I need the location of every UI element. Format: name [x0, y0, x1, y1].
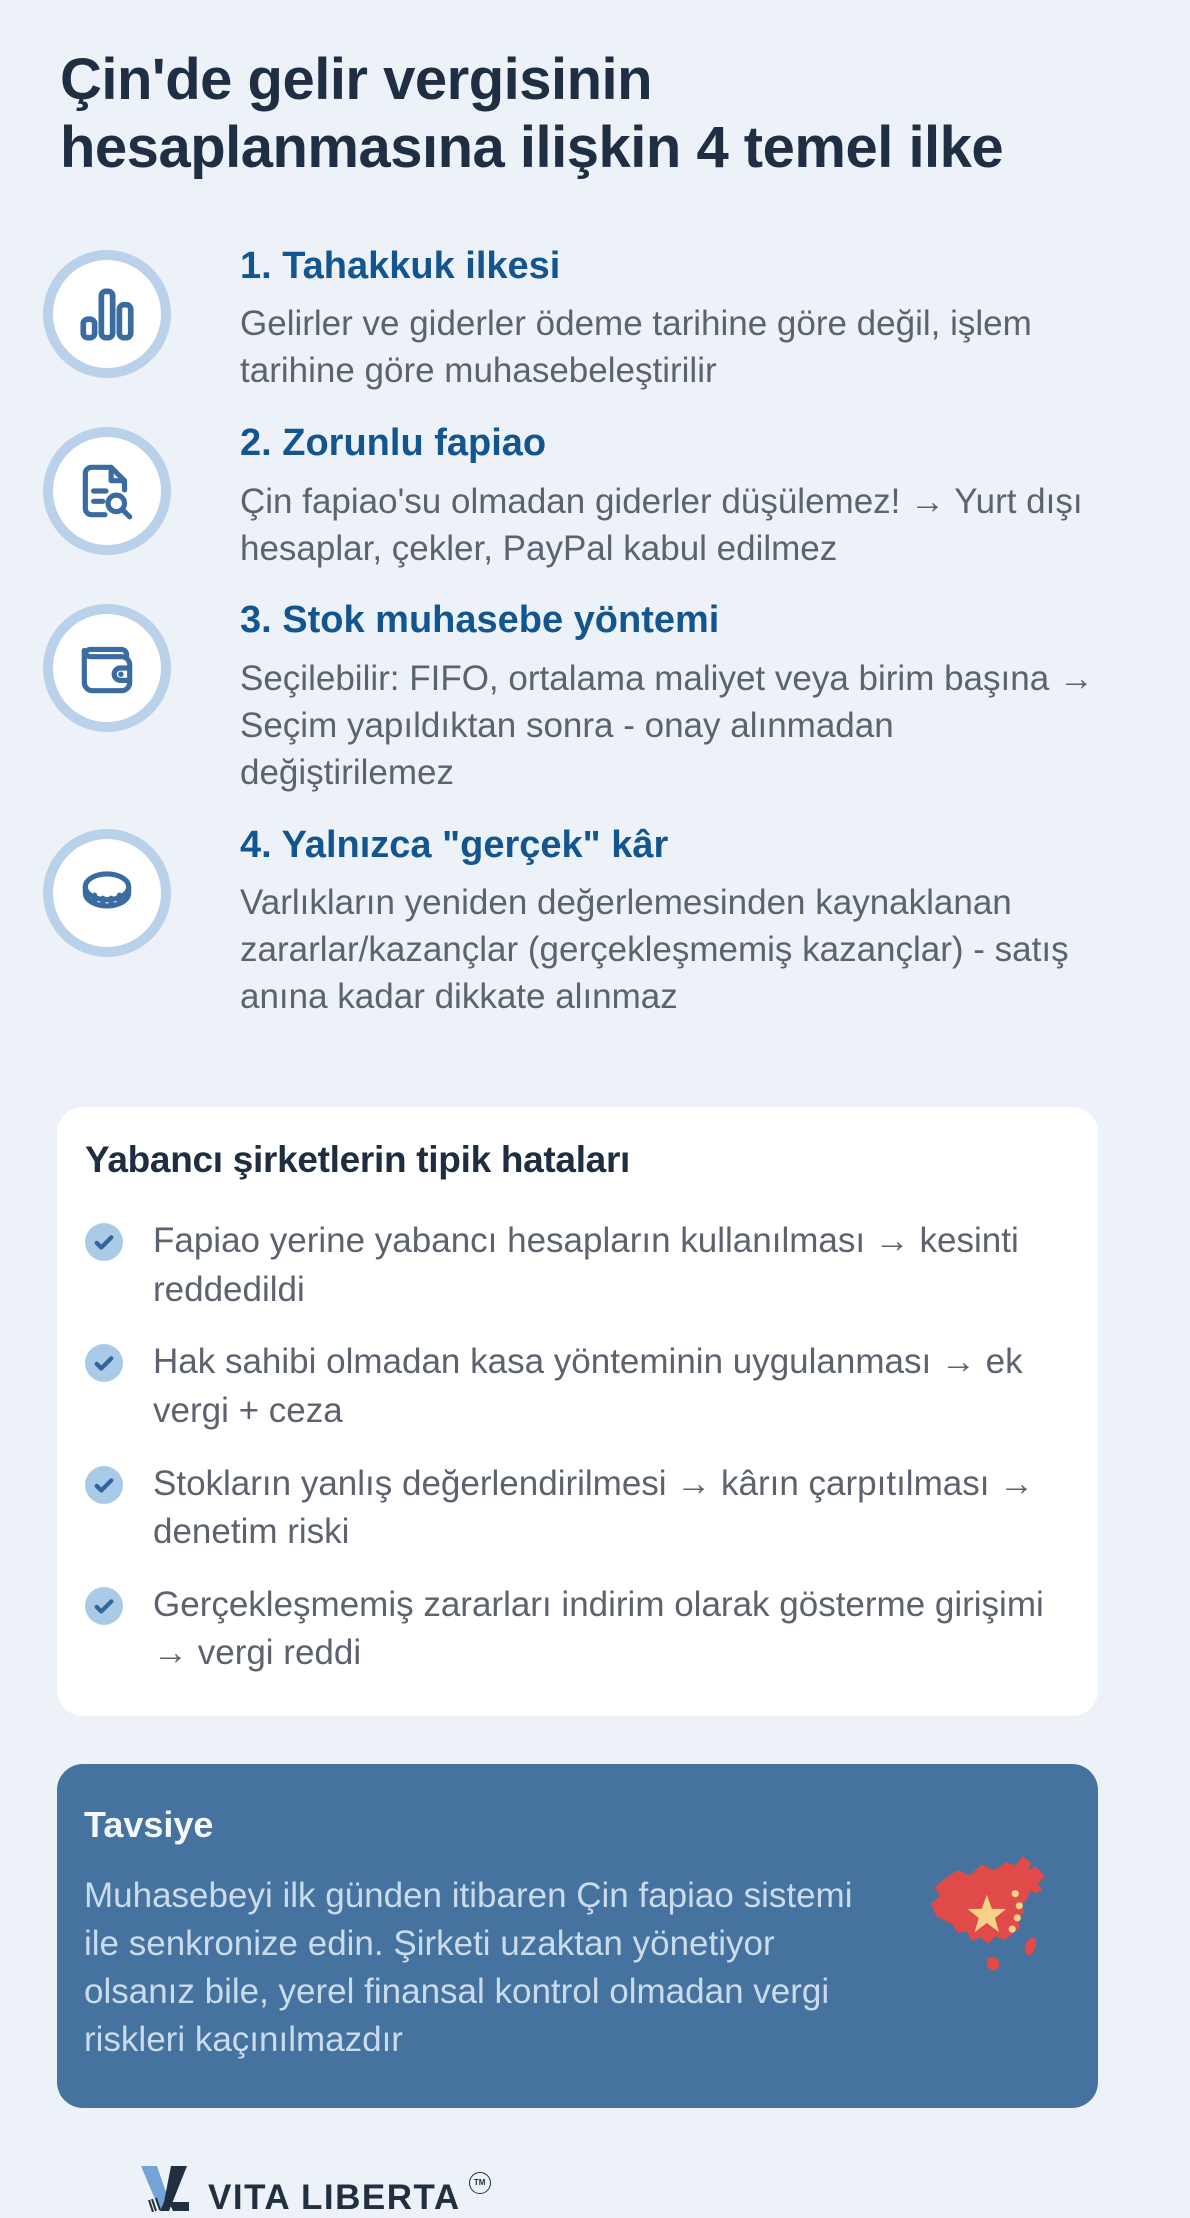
- document-search-icon: [43, 427, 171, 555]
- principle-body: Gelirler ve giderler ödeme tarihine göre değil, işlem tarihine göre muhasebeleştirilir: [240, 304, 1032, 391]
- mistake-text: Stokların yanlış değerlendirilmesi → kârın çarpıtılması → denetim riski: [153, 1463, 1035, 1552]
- principle-row-inventory: [43, 598, 1150, 796]
- page-title: Çin'de gelir vergisinin hesaplanmasına ilişkin 4 temel ilke: [60, 47, 1004, 180]
- advice-card-title: Tavsiye: [84, 1804, 214, 1846]
- mistake-item: [81, 1581, 1070, 1678]
- principle-body: Çin fapiao'su olmadan giderler düşülemez! → Yurt dışı hesaplar, çekler, PayPal kabul edilmez: [240, 481, 1083, 568]
- principle-body: Varlıkların yeniden değerlemesinden kaynaklanan zararlar/kazançlar (gerçekleşmemiş kazançlar) - satış anına kadar dikkate alınmaz: [240, 883, 1069, 1017]
- principle-title: 1. Tahakkuk ilkesi: [240, 244, 561, 287]
- mistake-text: Gerçekleşmemiş zararları indirim olarak gösterme girişimi → vergi reddi: [153, 1584, 1044, 1673]
- vita-liberta-logo-icon: [140, 2166, 192, 2212]
- mistake-text: Hak sahibi olmadan kasa yönteminin uygulanması → ek vergi + ceza: [153, 1342, 1023, 1430]
- principle-row-accrual: [43, 244, 1150, 395]
- coin-icon: [43, 829, 171, 957]
- footer: [140, 2166, 1150, 2218]
- principle-title: 3. Stok muhasebe yöntemi: [240, 599, 720, 642]
- mistake-item: [81, 1460, 1070, 1557]
- trademark-badge: TM: [469, 2172, 491, 2194]
- mistakes-card-title: Yabancı şirketlerin tipik hataları: [85, 1139, 631, 1180]
- wallet-icon: [43, 604, 171, 732]
- brand-name: VITA LIBERTA TM: [208, 2172, 491, 2218]
- check-icon: [85, 1466, 123, 1504]
- china-map-icon: [928, 1852, 1070, 1990]
- bar-chart-icon: [43, 250, 171, 378]
- principle-title: 2. Zorunlu fapiao: [240, 422, 547, 465]
- advice-card-body: Muhasebeyi ilk günden itibaren Çin fapiao sistemi ile senkronize edin. Şirketi uzaktan yönetiyor olsanız bile, yerel finansal kontrol olmadan vergi riskleri kaçınılmazdır: [84, 1876, 853, 2059]
- check-icon: [85, 1223, 123, 1261]
- mistake-item: [81, 1338, 1070, 1435]
- check-icon: [85, 1587, 123, 1625]
- principle-title: 4. Yalnızca "gerçek" kâr: [240, 823, 669, 866]
- mistake-item: [81, 1217, 1070, 1314]
- mistakes-card: [57, 1107, 1098, 1716]
- principle-row-real-profit: [43, 823, 1150, 1021]
- principle-body: Seçilebilir: FIFO, ortalama maliyet veya birim başına → Seçim yapıldıktan sonra - onay alınmadan değiştirilemez: [240, 659, 1094, 792]
- principle-row-fapiao: [43, 421, 1150, 572]
- principles-list: [0, 244, 1150, 1021]
- mistake-text: Fapiao yerine yabancı hesapların kullanılması → kesinti reddedildi: [153, 1221, 1019, 1309]
- advice-card: [57, 1764, 1098, 2108]
- check-icon: [85, 1344, 123, 1382]
